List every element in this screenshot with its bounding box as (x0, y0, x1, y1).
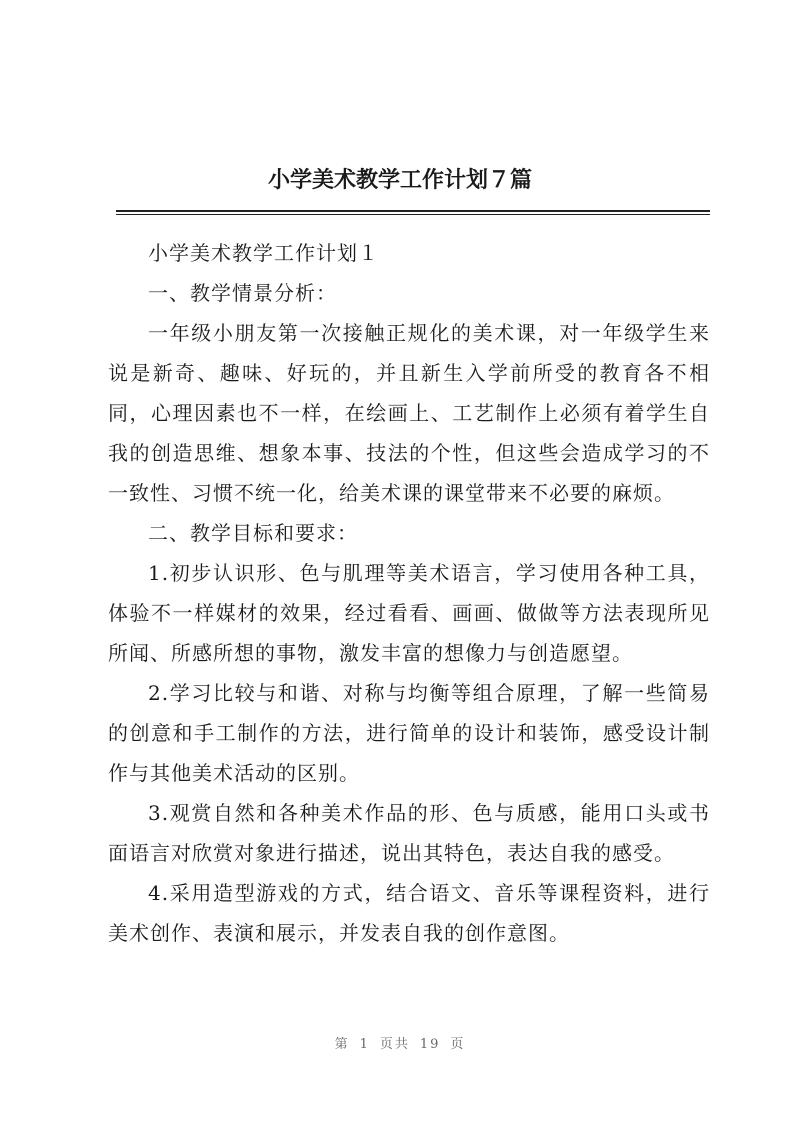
list-item: 1.初步认识形、色与肌理等美术语言，学习使用各种工具，体验不一样媒材的效果，经过看看、画画、做做等方法表现所见所闻、所感所想的事物，激发丰富的想像力与创造愿望。 (108, 561, 710, 665)
list-item: 4.采用造型游戏的方式，结合语文、音乐等课程资料，进行美术创作、表演和展示，并发表自我的创作意图。 (108, 881, 710, 945)
page-number: 1 (359, 1037, 370, 1052)
list-item: 3.观赏自然和各种美术作品的形、色与质感，能用口头或书面语言对欣赏对象进行描述，说出其特色，表达自我的感受。 (108, 801, 710, 865)
subsection-heading: 二、教学目标和要求： (148, 521, 358, 545)
document-title: 小学美术教学工作计划７篇 (267, 167, 532, 193)
page-label-suffix: 页 (450, 1037, 466, 1052)
total-pages: 19 (419, 1037, 441, 1052)
page-label-mid: 页共 (379, 1037, 410, 1052)
subsection-heading: 一、教学情景分析： (148, 281, 337, 305)
section-heading: 小学美术教学工作计划１ (148, 241, 379, 265)
list-item: 2.学习比较与和谐、对称与均衡等组合原理，了解一些简易的创意和手工制作的方法，进行简单的设计和装饰，感受设计制作与其他美术活动的区别。 (108, 681, 710, 785)
body-paragraph: 一年级小朋友第一次接触正规化的美术课，对一年级学生来说是新奇、趣味、好玩的，并且新生入学前所受的教育各不相同，心理因素也不一样，在绘画上、工艺制作上必须有着学生自我的创造思维、想象本事、技法的个性，但这些会造成学习的不一致性、习惯不统一化，给美术课的课堂带来不必要的麻烦。 (108, 321, 710, 505)
page-footer (0, 1033, 800, 1052)
title-divider-thin (116, 214, 710, 215)
page-label-prefix: 第 (334, 1037, 350, 1052)
title-divider-thick (116, 210, 710, 212)
document-body (108, 233, 710, 953)
